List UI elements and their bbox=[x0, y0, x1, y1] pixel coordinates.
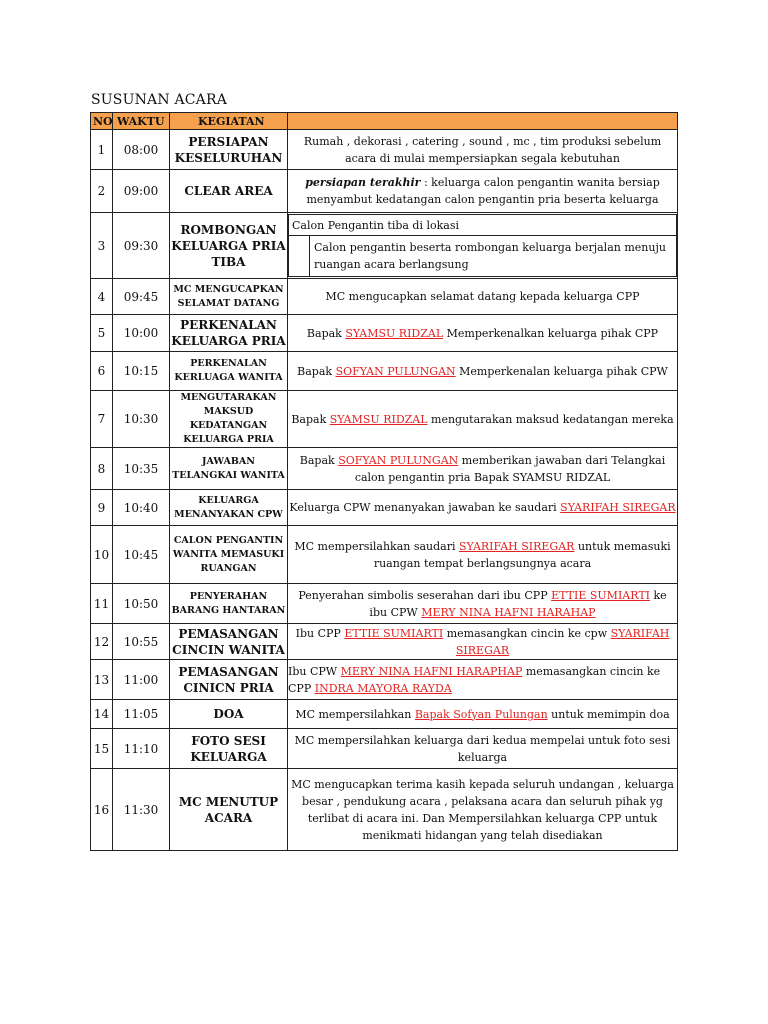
row-activity: PERKENALAN KERLUAGA WANITA bbox=[170, 352, 288, 391]
row-activity: JAWABAN TELANGKAI WANITA bbox=[170, 448, 288, 490]
row-activity: PEMASANGAN CINCIN WANITA bbox=[170, 624, 288, 660]
table-row bbox=[91, 352, 678, 391]
row-number: 15 bbox=[91, 729, 113, 769]
row-description bbox=[288, 584, 678, 624]
description-text: Ibu CPP bbox=[295, 626, 345, 640]
table-row bbox=[91, 315, 678, 352]
header-waktu: WAKTU bbox=[113, 113, 170, 130]
description-text: : keluarga calon pengantin wanita bersiap menyambut kedatangan calon pengantin pria beserta keluarga bbox=[306, 176, 660, 206]
highlighted-name: SOFYAN PULUNGAN bbox=[335, 364, 456, 378]
table-row bbox=[91, 700, 678, 729]
row-description bbox=[288, 624, 678, 660]
description-text: Bapak bbox=[299, 453, 339, 467]
description-text: memasangkan cincin ke CPP bbox=[288, 664, 661, 695]
highlighted-name: INDRA MAYORA RAYDA bbox=[314, 681, 452, 695]
highlighted-name: ETTIE SUMIARTI bbox=[344, 626, 444, 640]
row-number: 9 bbox=[91, 490, 113, 526]
description-text: memasangkan cincin ke cpw bbox=[443, 626, 611, 640]
header-no: NO bbox=[91, 113, 113, 130]
table-row bbox=[91, 769, 678, 851]
row-number: 4 bbox=[91, 279, 113, 315]
row-description bbox=[288, 315, 678, 352]
row-activity: FOTO SESI KELUARGA bbox=[170, 729, 288, 769]
description-text: Memperkenalan keluarga pihak CPW bbox=[455, 364, 668, 378]
row-description bbox=[288, 130, 678, 170]
highlighted-name: MERY NINA HAFNI HARAHAP bbox=[421, 605, 596, 619]
row-number: 8 bbox=[91, 448, 113, 490]
row-time: 08:00 bbox=[113, 130, 170, 170]
row-activity: PEMASANGAN CINICN PRIA bbox=[170, 660, 288, 700]
row-activity: KELUARGA MENANYAKAN CPW bbox=[170, 490, 288, 526]
row-number: 16 bbox=[91, 769, 113, 851]
row-description bbox=[288, 279, 678, 315]
row-number: 5 bbox=[91, 315, 113, 352]
description-text: Keluarga CPW menanyakan jawaban ke saudari bbox=[289, 501, 561, 514]
row-description bbox=[288, 729, 678, 769]
row-description bbox=[288, 490, 678, 526]
description-text: MC mempersilahkan saudari bbox=[294, 539, 460, 553]
row-description bbox=[288, 213, 678, 279]
row-time: 10:15 bbox=[113, 352, 170, 391]
row-time: 11:00 bbox=[113, 660, 170, 700]
nested-description bbox=[288, 214, 677, 277]
table-row bbox=[91, 213, 678, 279]
row-time: 10:55 bbox=[113, 624, 170, 660]
highlighted-name: ETTIE SUMIARTI bbox=[551, 588, 651, 602]
description-text: Rumah , dekorasi , catering , sound , mc , tim produksi sebelum acara di mulai mempersiapkan segala kebutuhan bbox=[303, 134, 662, 165]
row-activity: MC MENUTUP ACARA bbox=[170, 769, 288, 851]
highlighted-name: SOFYAN PULUNGAN bbox=[338, 453, 459, 467]
row-time: 09:30 bbox=[113, 213, 170, 279]
table-row bbox=[91, 170, 678, 213]
row-description bbox=[288, 700, 678, 729]
row-description bbox=[288, 391, 678, 448]
row-activity: PERSIAPAN KESELURUHAN bbox=[170, 130, 288, 170]
row-time: 10:30 bbox=[113, 391, 170, 448]
row-time: 10:00 bbox=[113, 315, 170, 352]
description-text: untuk memasuki ruangan tempat berlangsungnya acara bbox=[373, 539, 671, 570]
table-row bbox=[91, 490, 678, 526]
row-description bbox=[288, 526, 678, 584]
row-description bbox=[288, 170, 678, 213]
description-text: Ibu CPW bbox=[288, 664, 341, 678]
table-row bbox=[91, 624, 678, 660]
description-text: MC mengucapkan terima kasih kepada seluruh undangan , keluarga besar , pendukung acara , pelaksana acara dan seluruh pihak yg terlibat di acara ini. Dan Mempersilahkan keluarga CPP untuk menikmati hidangan yang telah disediakan bbox=[291, 777, 674, 842]
row-number: 10 bbox=[91, 526, 113, 584]
table-row bbox=[91, 584, 678, 624]
row-number: 14 bbox=[91, 700, 113, 729]
row-description bbox=[288, 660, 678, 700]
emphasis-text: persiapan terakhir bbox=[305, 176, 421, 189]
row-time: 10:35 bbox=[113, 448, 170, 490]
row-time: 10:40 bbox=[113, 490, 170, 526]
highlighted-name: Bapak Sofyan Pulungan bbox=[414, 707, 548, 721]
row-activity: PERKENALAN KELUARGA PRIA bbox=[170, 315, 288, 352]
header-keterangan bbox=[288, 113, 678, 130]
row-activity: CLEAR AREA bbox=[170, 170, 288, 213]
description-text: mengutarakan maksud kedatangan mereka bbox=[427, 412, 674, 426]
row-description bbox=[288, 352, 678, 391]
table-row bbox=[91, 660, 678, 700]
row-activity: MENGUTARAKAN MAKSUD KEDATANGAN KELUARGA PRIA bbox=[170, 391, 288, 448]
row-number: 2 bbox=[91, 170, 113, 213]
row-time: 11:30 bbox=[113, 769, 170, 851]
description-text: Penyerahan simbolis seserahan dari ibu CPP bbox=[298, 588, 552, 602]
document-title: SUSUNAN ACARA bbox=[91, 92, 228, 108]
description-text: ke ibu CPW bbox=[369, 588, 667, 619]
description-text: Bapak bbox=[291, 412, 330, 426]
row-description bbox=[288, 448, 678, 490]
description-text: memberikan jawaban dari Telangkai calon pengantin pria Bapak SYAMSU RIDZAL bbox=[354, 453, 666, 484]
highlighted-name: SYAMSU RIDZAL bbox=[345, 326, 444, 340]
row-activity: DOA bbox=[170, 700, 288, 729]
description-text: MC mempersilahkan bbox=[295, 707, 415, 721]
description-text: Bapak bbox=[297, 364, 336, 378]
description-text: MC mengucapkan selamat datang kepada keluarga CPP bbox=[325, 290, 640, 303]
description-text: MC mempersilahkan keluarga dari kedua mempelai untuk foto sesi keluarga bbox=[294, 733, 671, 764]
row-number: 11 bbox=[91, 584, 113, 624]
row-number: 12 bbox=[91, 624, 113, 660]
row-time: 09:00 bbox=[113, 170, 170, 213]
row-number: 7 bbox=[91, 391, 113, 448]
row-number: 3 bbox=[91, 213, 113, 279]
description-text: Memperkenalkan keluarga pihak CPP bbox=[443, 326, 659, 340]
agenda-table bbox=[90, 112, 678, 851]
table-row bbox=[91, 729, 678, 769]
row-number: 6 bbox=[91, 352, 113, 391]
row-number: 13 bbox=[91, 660, 113, 700]
highlighted-name: SYARIFAH SIREGAR bbox=[455, 626, 670, 657]
row-time: 11:05 bbox=[113, 700, 170, 729]
agenda-body bbox=[91, 130, 678, 851]
description-bottom: Calon pengantin beserta rombongan keluarga berjalan menuju ruangan acara berlangsung bbox=[309, 236, 676, 276]
highlighted-name: SYAMSU RIDZAL bbox=[329, 412, 428, 426]
description-text: untuk memimpin doa bbox=[547, 707, 670, 721]
header-row bbox=[91, 113, 678, 130]
row-time: 09:45 bbox=[113, 279, 170, 315]
highlighted-name: SYARIFAH SIREGAR bbox=[560, 501, 676, 514]
description-top: Calon Pengantin tiba di lokasi bbox=[289, 215, 677, 236]
row-activity: ROMBONGAN KELUARGA PRIA TIBA bbox=[170, 213, 288, 279]
row-activity: MC MENGUCAPKAN SELAMAT DATANG bbox=[170, 279, 288, 315]
table-row bbox=[91, 526, 678, 584]
row-description bbox=[288, 769, 678, 851]
row-activity: PENYERAHAN BARANG HANTARAN bbox=[170, 584, 288, 624]
row-activity: CALON PENGANTIN WANITA MEMASUKI RUANGAN bbox=[170, 526, 288, 584]
row-number: 1 bbox=[91, 130, 113, 170]
highlighted-name: MERY NINA HAFNI HARAPHAP bbox=[340, 664, 523, 678]
table-row bbox=[91, 279, 678, 315]
table-row bbox=[91, 130, 678, 170]
row-time: 10:50 bbox=[113, 584, 170, 624]
highlighted-name: SYARIFAH SIREGAR bbox=[459, 539, 575, 553]
row-time: 11:10 bbox=[113, 729, 170, 769]
description-text: Bapak bbox=[306, 326, 346, 340]
row-time: 10:45 bbox=[113, 526, 170, 584]
header-kegiatan: KEGIATAN bbox=[170, 113, 288, 130]
table-row bbox=[91, 448, 678, 490]
table-row bbox=[91, 391, 678, 448]
